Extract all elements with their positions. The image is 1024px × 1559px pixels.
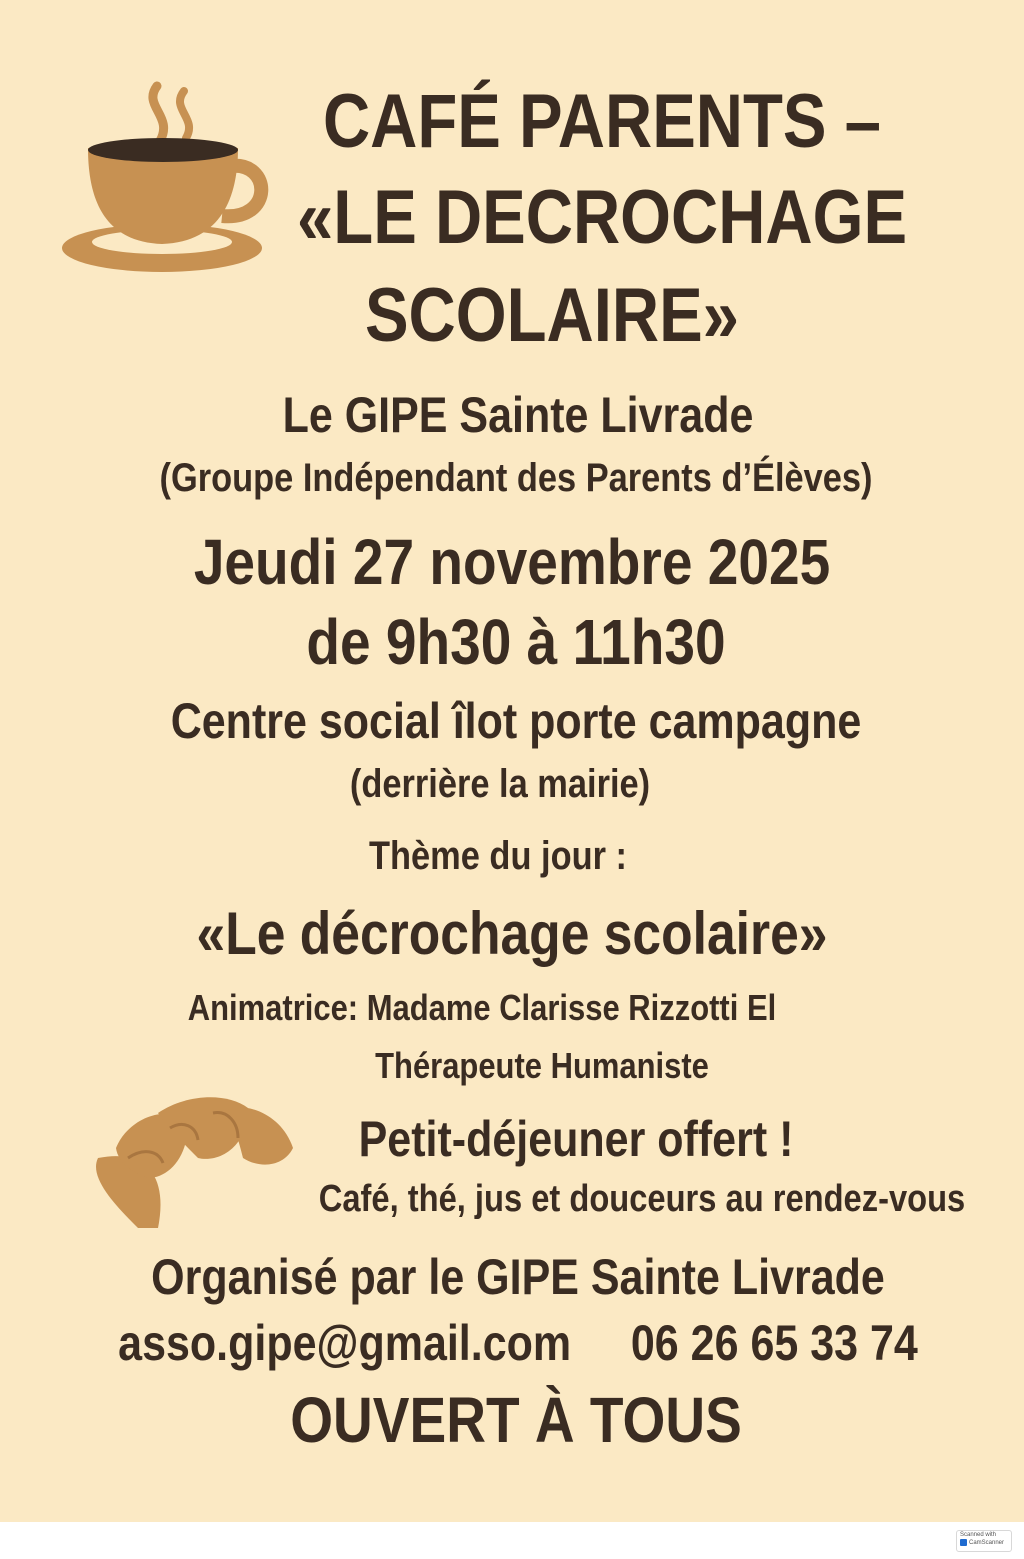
title-line-1: CAFÉ PARENTS – bbox=[322, 79, 882, 164]
contact-email[interactable]: asso.gipe@gmail.com bbox=[118, 1315, 572, 1371]
contact-phone[interactable]: 06 26 65 33 74 bbox=[630, 1315, 918, 1371]
event-date: Jeudi 27 novembre 2025 bbox=[193, 526, 831, 598]
open-to-all: OUVERT À TOUS bbox=[290, 1384, 742, 1456]
host-line-1: Animatrice: Madame Clarisse Rizzotti El bbox=[187, 987, 777, 1028]
scanner-mark-line-2: CamScanner bbox=[969, 1540, 1005, 1547]
theme-value: «Le décrochage scolaire» bbox=[196, 900, 828, 967]
host-line-2: Thérapeute Humaniste bbox=[375, 1045, 709, 1086]
scanner-mark-line-1: Scanned with bbox=[960, 1532, 997, 1538]
camscanner-logo-icon bbox=[960, 1539, 967, 1546]
organizer-full-name: (Groupe Indépendant des Parents d’Élèves) bbox=[159, 456, 873, 500]
theme-label: Thème du jour : bbox=[369, 834, 627, 878]
camscanner-mark bbox=[956, 1530, 1012, 1552]
breakfast-headline: Petit-déjeuner offert ! bbox=[358, 1111, 794, 1167]
contact-line bbox=[78, 1315, 959, 1371]
organizer-name: Le GIPE Sainte Livrade bbox=[282, 387, 754, 443]
title-line-2: «LE DECROCHAGE bbox=[296, 175, 908, 260]
title-line-3: SCOLAIRE» bbox=[364, 273, 740, 358]
event-location-note: (derrière la mairie) bbox=[349, 762, 651, 806]
event-location: Centre social îlot porte campagne bbox=[170, 693, 862, 749]
organized-by: Organisé par le GIPE Sainte Livrade bbox=[151, 1249, 885, 1305]
event-time: de 9h30 à 11h30 bbox=[306, 606, 726, 678]
breakfast-details: Café, thé, jus et douceurs au rendez-vous bbox=[318, 1178, 966, 1220]
